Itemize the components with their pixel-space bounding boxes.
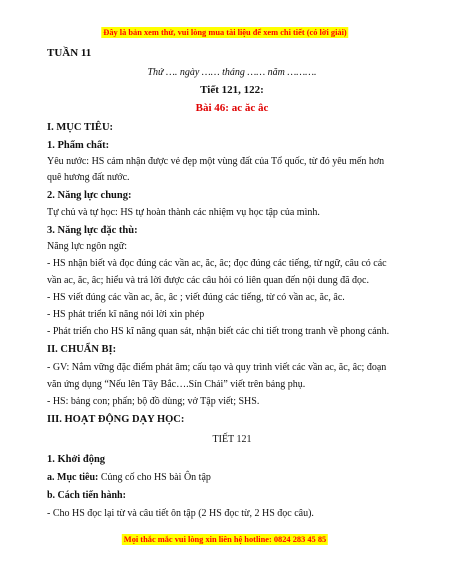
- date-line: Thứ …. ngày …… tháng …… năm ……….: [147, 67, 317, 78]
- specific-lead: Năng lực ngôn ngữ:: [47, 241, 127, 252]
- top-preview-banner: Đây là bản xem thử, vui lòng mua tài liệu để xem chi tiết (có lời giải): [103, 28, 347, 37]
- specific-item-1-line-1: - HS nhận biết và đọc đúng các vần ac, ăc, âc; đọc đúng các tiếng, từ ngữ, câu có các: [47, 258, 387, 269]
- bottom-hotline-banner: Mọi thắc mắc vui lòng xin liên hệ hotline: 0824 283 45 85: [123, 535, 327, 544]
- general-heading: 2. Năng lực chung:: [47, 190, 132, 201]
- general-text: Tự chủ và tự học: HS tự hoàn thành các nhiệm vụ học tập của mình.: [47, 207, 320, 218]
- quality-text-line-1: Yêu nước: HS cảm nhận được vẻ đẹp một vùng đất của Tổ quốc, từ đó yêu mến hơn: [47, 156, 385, 167]
- lesson-title: Bài 46: ac ăc âc: [195, 102, 269, 114]
- warmup-heading: 1. Khởi động: [47, 454, 106, 465]
- prep-teacher-line-1: - GV: Nắm vững đặc điểm phát âm; cấu tạo và quy trình viết các vần ac, ăc, âc; đoạn: [47, 362, 387, 373]
- specific-item-2: - HS viết đúng các vần ac, ăc, âc ; viết đúng các tiếng, từ có vần ac, ăc, âc.: [47, 292, 345, 303]
- quality-text-line-2: quê hương đất nước.: [47, 172, 130, 183]
- prep-teacher-line-2: văn ứng dụng “Nếu lên Tây Bắc….Sín Chải” viết trên bảng phụ.: [47, 379, 306, 390]
- specific-item-1-line-2: vần ac, ăc, âc; hiểu và trả lời được các câu hỏi có liên quan đến nội dung đã đọc.: [47, 275, 369, 286]
- method-heading: b. Cách tiến hành:: [47, 490, 126, 501]
- specific-heading: 3. Năng lực đặc thù:: [47, 225, 138, 236]
- specific-item-4: - Phát triển cho HS kĩ năng quan sát, nhận biết các chi tiết trong tranh về phong cảnh.: [47, 326, 390, 337]
- method-text: - Cho HS đọc lại từ và câu tiết ôn tập (2 HS đọc từ, 2 HS đọc câu).: [47, 508, 314, 519]
- preparation-heading: II. CHUẨN BỊ:: [47, 344, 117, 355]
- period-121-heading: TIẾT 121: [212, 434, 252, 445]
- week-heading: TUẦN 11: [47, 47, 92, 59]
- objectives-heading: I. MỤC TIÊU:: [47, 122, 114, 133]
- periods-heading: Tiết 121, 122:: [200, 84, 264, 96]
- quality-heading: 1. Phẩm chất:: [47, 140, 110, 151]
- goal-label: a. Mục tiêu:: [47, 472, 99, 483]
- goal-line: [47, 471, 211, 484]
- goal-text: Củng cố cho HS bài Ôn tập: [98, 472, 211, 483]
- specific-item-3: - HS phát triển kĩ năng nói lời xin phép: [47, 309, 205, 320]
- prep-students: - HS: bảng con; phấn; bộ đồ dùng; vở Tập viết; SHS.: [47, 396, 260, 407]
- activities-heading: III. HOẠT ĐỘNG DẠY HỌC:: [47, 414, 185, 425]
